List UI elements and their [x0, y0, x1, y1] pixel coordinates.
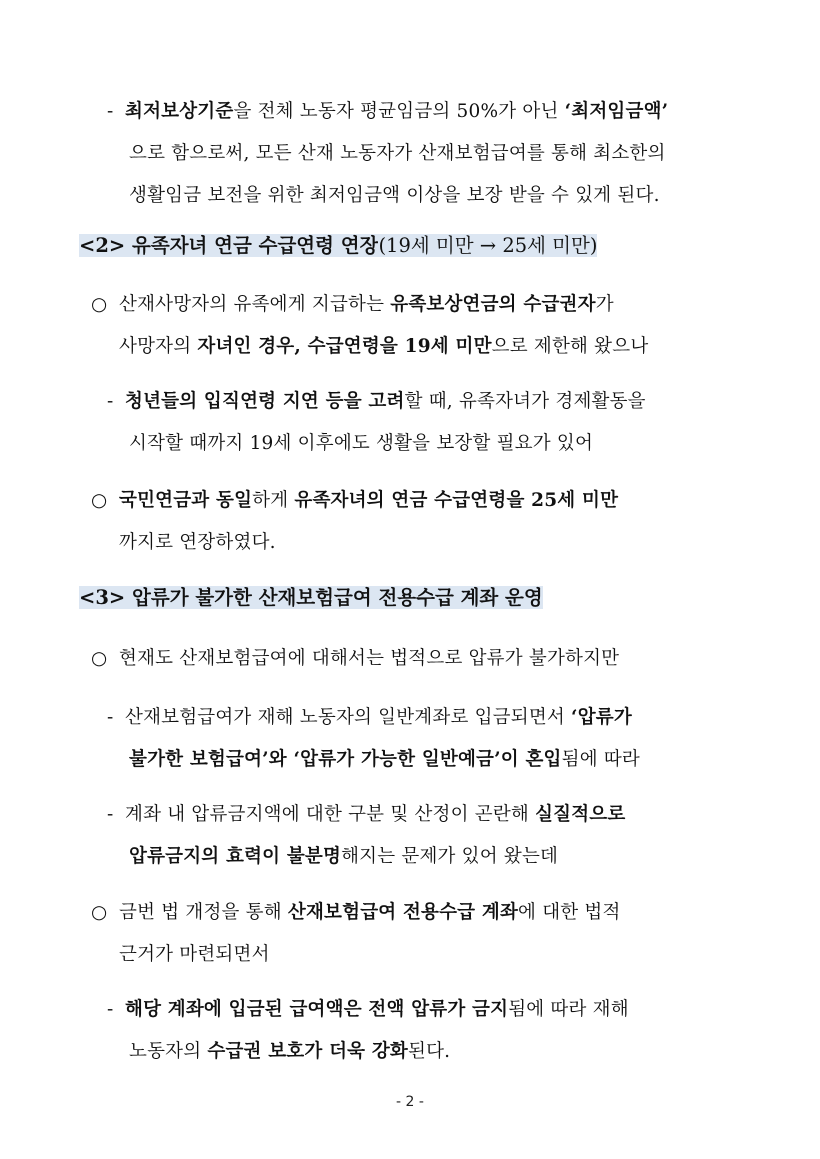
circle-item-survivor-pension: [91, 284, 648, 368]
circle-marker: ○: [91, 902, 108, 923]
text-line: 계좌 내 압류금지액에 대한 구분 및 산정이 곤란해 실질적으로: [125, 804, 626, 825]
text-line: 사망자의 자녀인 경우, 수급연령을 19세 미만으로 제한해 왔으나: [119, 336, 649, 357]
dash-item-youth-employment: [107, 381, 646, 465]
text-line: 으로 함으로써, 모든 산재 노동자가 산재보험급여를 통해 최소한의: [129, 143, 666, 164]
text-line: 해당 계좌에 입금된 급여액은 전액 압류가 금지됨에 따라 재해: [125, 999, 629, 1020]
section-heading-3: <3> 압류가 불가한 산재보험급여 전용수급 계좌 운영: [79, 586, 543, 609]
dash-marker: -: [107, 391, 114, 412]
text-line: 청년들의 입직연령 지연 등을 고려할 때, 유족자녀가 경제활동을: [125, 391, 646, 412]
circle-item-current-law: [91, 638, 619, 680]
dash-marker: -: [107, 804, 114, 825]
text-line: 현재도 산재보험급여에 대해서는 법적으로 압류가 불가하지만: [119, 648, 620, 669]
dash-item-full-protection: [107, 989, 629, 1073]
text-line: 산재사망자의 유족에게 지급하는 유족보상연금의 수급권자가: [119, 294, 614, 315]
text-line: 산재보험급여가 재해 노동자의 일반계좌로 입금되면서 ‘압류가: [125, 707, 632, 728]
text-line: 까지로 연장하였다.: [119, 532, 276, 553]
dash-marker: -: [107, 999, 114, 1020]
bullet-best-compensation: [107, 91, 668, 217]
text-line: 불가한 보험급여’와 ‘압류가 가능한 일반예금’이 혼입됨에 따라: [129, 749, 640, 770]
circle-item-law-amendment: [91, 892, 621, 976]
dash-item-seizure-ambiguity: [107, 794, 625, 878]
circle-marker: ○: [91, 294, 108, 315]
text-line: 최저보상기준을 전체 노동자 평균임금의 50%가 아닌 ‘최저임금액’: [125, 101, 669, 122]
text-line: 국민연금과 동일하게 유족자녀의 연금 수급연령을 25세 미만: [119, 490, 619, 511]
text-line: 금번 법 개정을 통해 산재보험급여 전용수급 계좌에 대한 법적: [119, 902, 621, 923]
text-line: 생활임금 보전을 위한 최저임금액 이상을 보장 받을 수 있게 된다.: [129, 185, 660, 206]
dash-marker: -: [107, 101, 114, 122]
text-line: 시작할 때까지 19세 이후에도 생활을 보장할 필요가 있어: [129, 433, 594, 454]
dash-marker: -: [107, 707, 114, 728]
section-heading-2: <2> 유족자녀 연금 수급연령 연장(19세 미만 → 25세 미만): [79, 234, 598, 257]
text-line: 압류금지의 효력이 불분명해지는 문제가 있어 왔는데: [129, 846, 559, 867]
circle-marker: ○: [91, 490, 108, 511]
circle-marker: ○: [91, 648, 108, 669]
text-line: 근거가 마련되면서: [119, 944, 270, 965]
page-number: - 2 -: [396, 1094, 424, 1110]
dash-item-general-account: [107, 697, 640, 781]
text-line: 노동자의 수급권 보호가 더욱 강화된다.: [129, 1041, 451, 1062]
circle-item-national-pension: [91, 480, 618, 564]
